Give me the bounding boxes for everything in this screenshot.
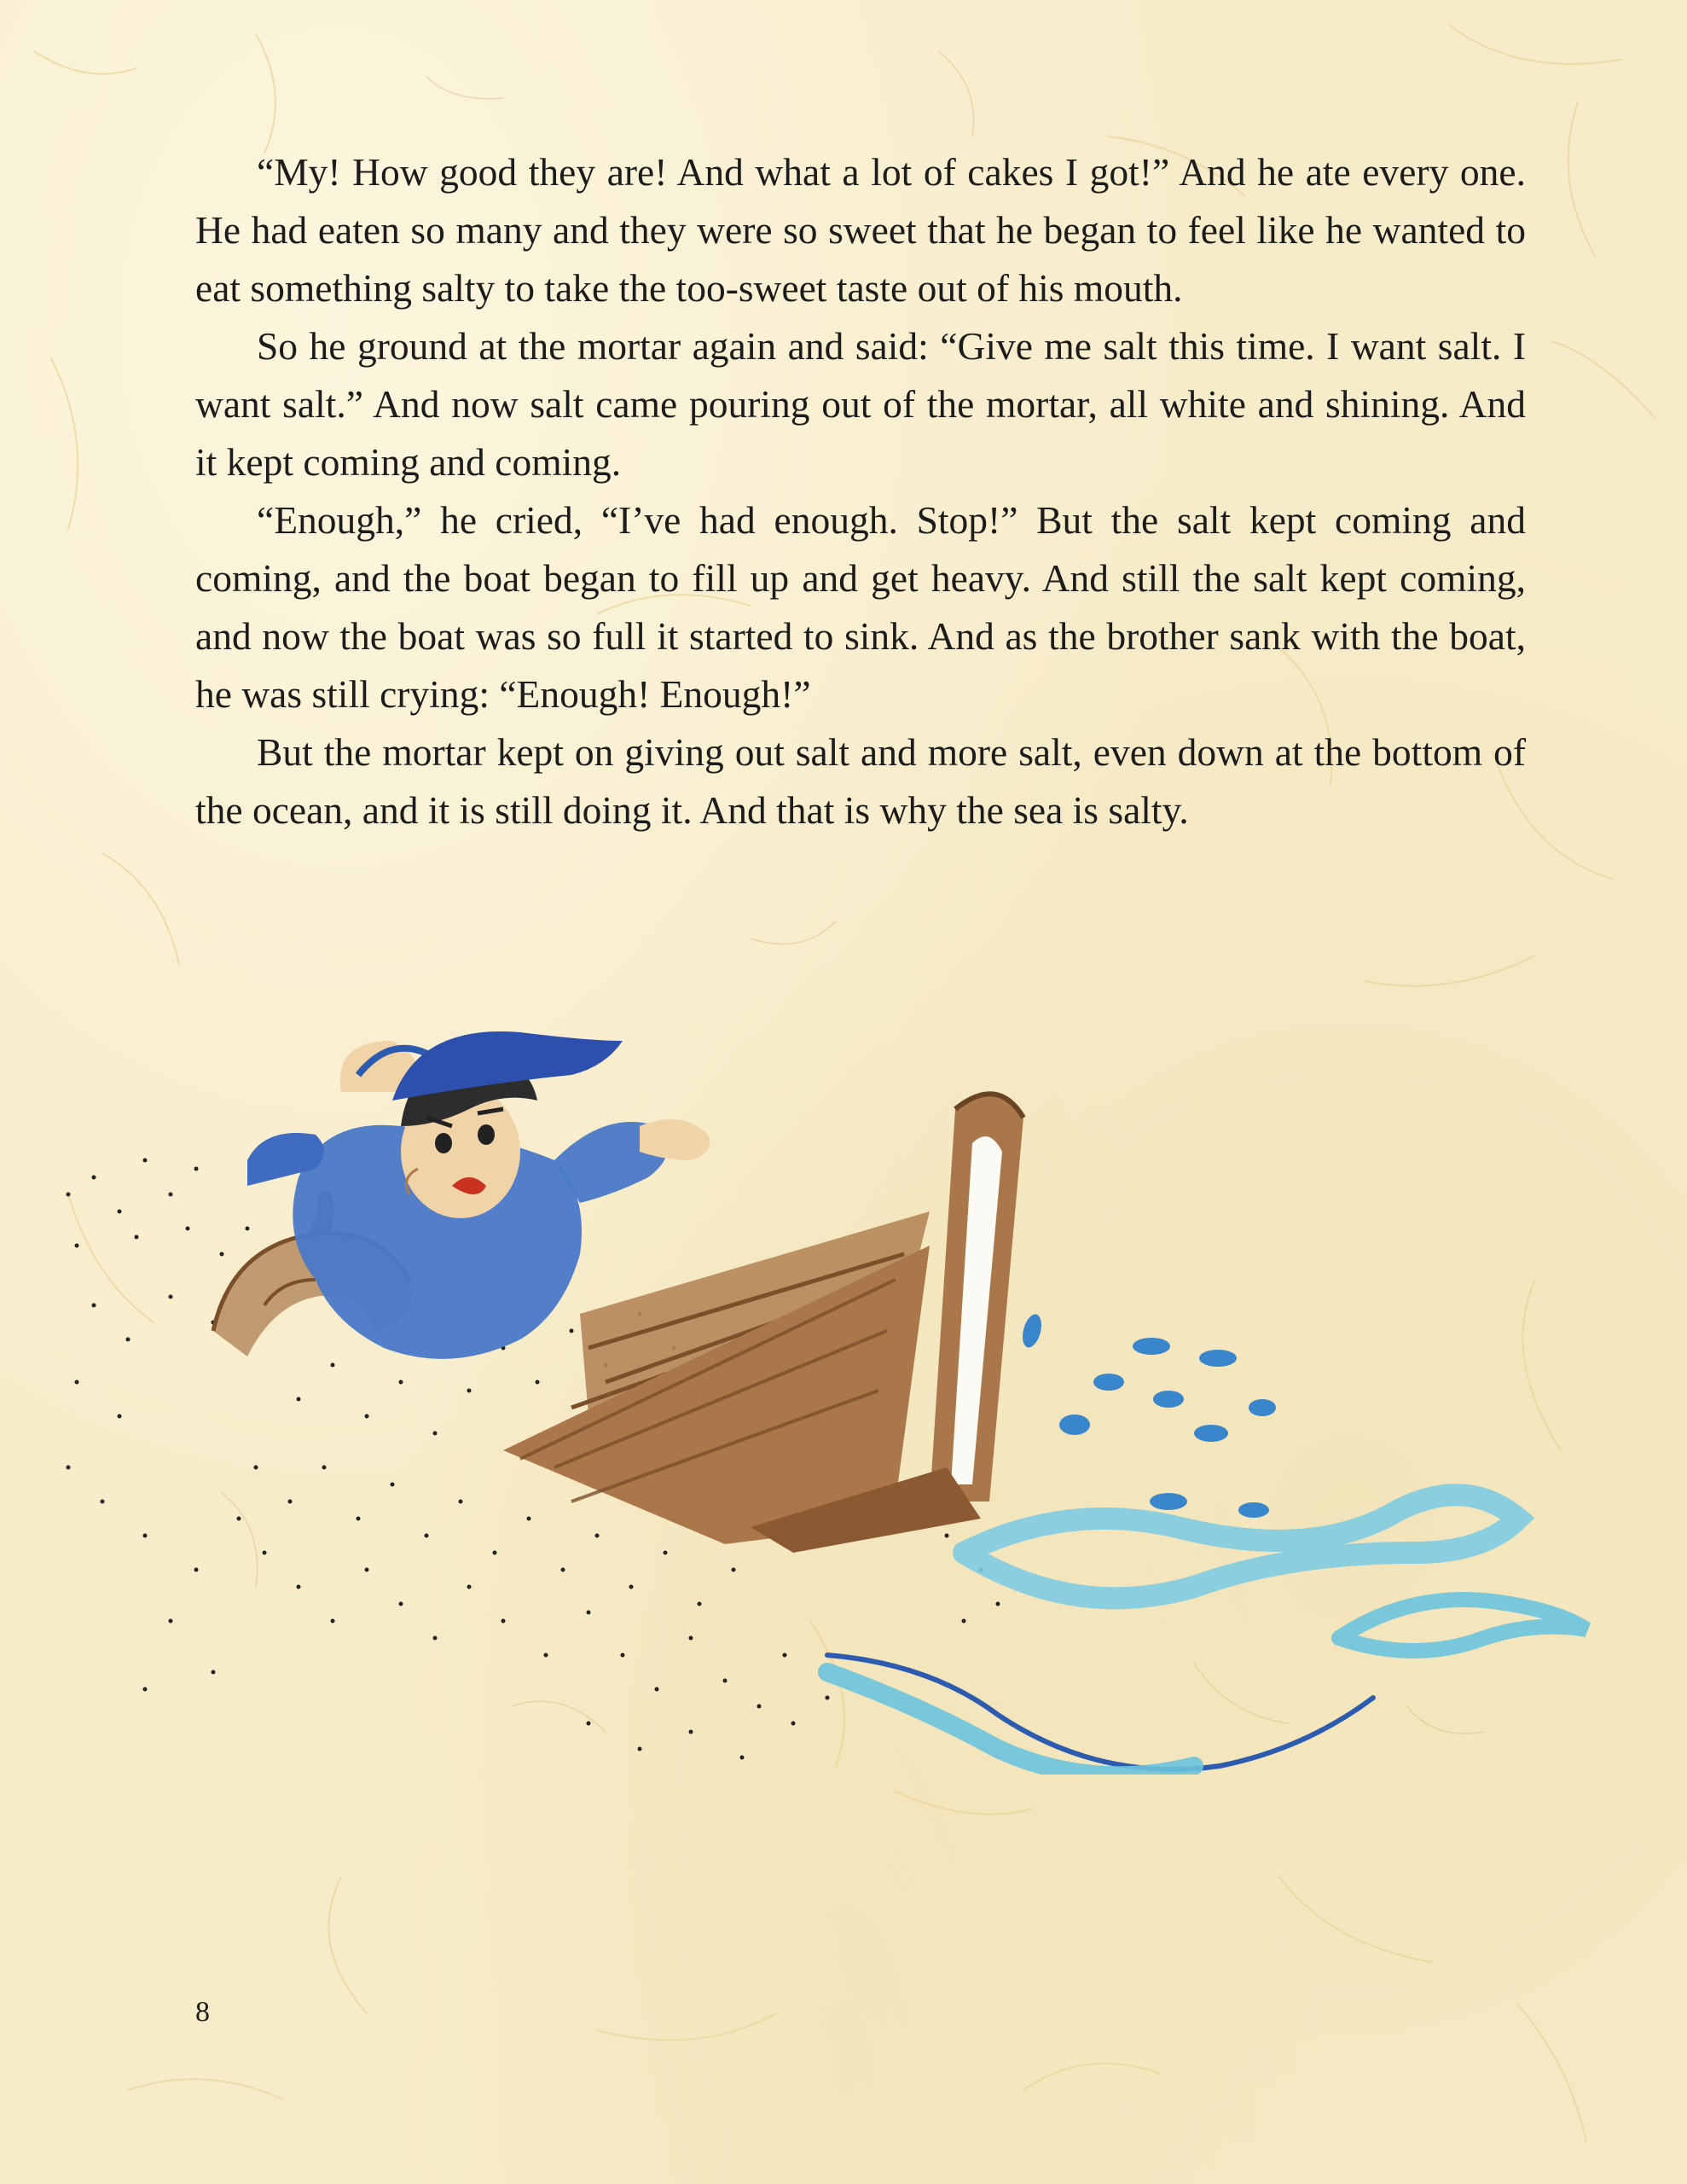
sinking-boat-illustration — [43, 1024, 1595, 1774]
water-splash — [1019, 1312, 1276, 1518]
page-number: 8 — [195, 1996, 210, 2028]
sea-waves — [827, 1495, 1586, 1774]
story-paragraph-1: “My! How good they are! And what a lot of cakes I got!” And he ate every one. He had eaten so many and they were so sweet that he began to feel like he wanted to eat something salty to take the too-sweet taste out of his mouth. — [195, 150, 1526, 310]
story-paragraph-4: But the mortar kept on giving out salt and more salt, even down at the bottom of the ocean, and it is still doing it. And that is why the sea is salty. — [195, 730, 1526, 832]
story-paragraph-2: So he ground at the mortar again and said: “Give me salt this time. I want salt. I want salt.” And now salt came pouring out of the mortar, all white and shining. And it kept coming and coming. — [195, 324, 1526, 484]
story-paragraph-3: “Enough,” he cried, “I’ve had enough. Stop!” But the salt kept coming and coming, and the boat began to fill up and get heavy. And still the salt kept coming, and now the boat was so full it started to sink. And as the brother sank with the boat, he was still crying: “Enough! Enough!” — [195, 498, 1526, 716]
story-text — [195, 143, 1526, 839]
